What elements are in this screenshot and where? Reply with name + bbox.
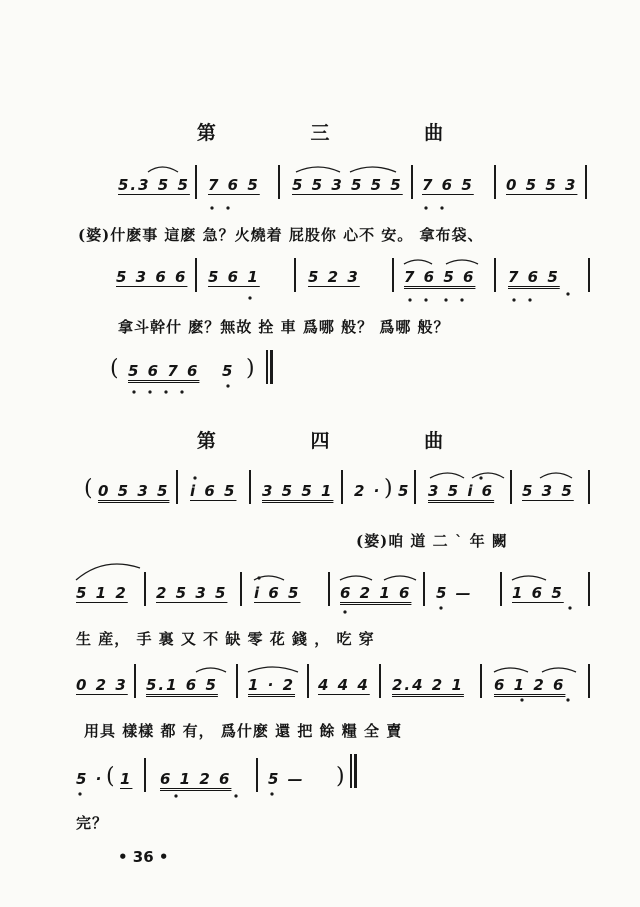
section-3-row-1-lyrics: (婆)什麽事 這麽 急？火燒着 屁股你 心不 安。 拿布袋、 <box>78 226 484 244</box>
open-paren: ( <box>110 356 119 381</box>
measure: 5 — <box>436 584 473 602</box>
measure: 7 6 5 6 <box>404 268 476 286</box>
measure: 2 · <box>354 482 382 500</box>
measure: 7 6 5 <box>208 176 260 194</box>
measure: 5 6 7 6 <box>128 362 200 380</box>
octave-dot <box>248 296 251 299</box>
measure: 1 <box>120 770 133 788</box>
measure: i 6 5 <box>254 584 301 602</box>
slur <box>148 167 178 172</box>
octave-dot <box>78 792 81 795</box>
measure: 5 6 1 <box>208 268 260 286</box>
measure: 1 · 2 <box>248 676 296 694</box>
measure: 1 6 5 <box>512 584 564 602</box>
octave-dot <box>226 206 229 209</box>
section-4-title: 第 四 曲 <box>196 430 488 452</box>
measure: 5.3 5 5 <box>118 176 190 194</box>
slur <box>296 167 340 172</box>
open-paren: ( <box>84 476 93 501</box>
measure: 5 · <box>76 770 104 788</box>
measure: 0 5 3 5 <box>98 482 170 500</box>
octave-dot <box>512 298 515 301</box>
slur <box>494 668 528 672</box>
octave-dot <box>193 476 196 479</box>
slur <box>430 473 464 478</box>
octave-dot <box>568 606 571 609</box>
octave-dot <box>174 794 177 797</box>
octave-dot <box>226 384 229 387</box>
octave-dot <box>257 576 260 579</box>
slur <box>404 260 432 264</box>
octave-dot <box>180 390 183 393</box>
measure: 2.4 2 1 <box>392 676 464 694</box>
octave-dot <box>210 206 213 209</box>
slur <box>540 473 572 478</box>
page-number: • 36 • <box>118 848 169 866</box>
slur <box>76 564 140 580</box>
slur <box>350 167 396 172</box>
octave-dot <box>520 698 523 701</box>
section-3-title: 第 三 曲 <box>196 122 488 144</box>
measure: 5 <box>398 482 411 500</box>
octave-dot <box>132 390 135 393</box>
measure: 5 1 2 <box>76 584 128 602</box>
measure: 7 6 5 <box>508 268 560 286</box>
slur <box>446 260 478 264</box>
measure: 0 2 3 <box>76 676 128 694</box>
octave-dot <box>566 698 569 701</box>
measure: 2 5 3 5 <box>156 584 228 602</box>
measure: 3 5 i 6 <box>428 482 495 500</box>
section-3-row-2-lyrics: 拿斗幹什 麽？無故 拴 車 爲哪 般？ 爲哪 般？ <box>118 318 450 336</box>
measure: 5 3 6 6 <box>116 268 188 286</box>
slur <box>512 576 546 580</box>
section-4-row-1-lyrics: (婆)咱 道 二 ` 年 闕 <box>356 532 508 550</box>
octave-dot <box>440 206 443 209</box>
octave-dot <box>528 298 531 301</box>
close-paren: ) <box>384 476 393 501</box>
measure: 0 5 5 3 <box>506 176 578 194</box>
octave-dot <box>408 298 411 301</box>
measure: 5 <box>222 362 235 380</box>
measure: 6 1 2 6 <box>160 770 232 788</box>
close-paren: ) <box>246 356 255 381</box>
open-paren: ( <box>106 764 115 789</box>
measure: 5 2 3 <box>308 268 360 286</box>
octave-dot <box>424 206 427 209</box>
section-4-row-3-lyrics: 用具 樣樣 都 有， 爲什麽 還 把 餘 糧 全 賣 <box>84 722 403 740</box>
octave-dot <box>439 606 442 609</box>
slur <box>340 576 372 580</box>
measure: 6 1 2 6 <box>494 676 566 694</box>
octave-dot <box>444 298 447 301</box>
measure: 5.1 6 5 <box>146 676 218 694</box>
octave-dot <box>148 390 151 393</box>
measure: 4 4 4 <box>318 676 370 694</box>
slur <box>248 667 298 672</box>
octave-dot <box>479 476 482 479</box>
close-paren: ) <box>336 764 345 789</box>
section-4-row-4-lyrics: 完？ <box>76 814 109 832</box>
octave-dot <box>270 792 273 795</box>
octave-dot <box>424 298 427 301</box>
measure: 3 5 5 1 <box>262 482 334 500</box>
slur <box>196 668 226 672</box>
octave-dot <box>343 610 346 613</box>
measure: 7 6 5 <box>422 176 474 194</box>
measure: 5 5 3 5 5 5 <box>292 176 403 194</box>
octave-dot <box>566 292 569 295</box>
section-4-row-2-lyrics: 生 産， 手 裏 又 不 缺 零 花 錢 ， 吃 穿 <box>76 630 375 648</box>
measure: i 6 5 <box>190 482 237 500</box>
measure: 6 2 1 6 <box>340 584 412 602</box>
octave-dot <box>164 390 167 393</box>
measure: 5 3 5 <box>522 482 574 500</box>
slur <box>542 668 576 672</box>
octave-dot <box>460 298 463 301</box>
measure: 5 — <box>268 770 305 788</box>
octave-dot <box>234 794 237 797</box>
slur <box>472 473 504 478</box>
slur <box>384 576 416 580</box>
